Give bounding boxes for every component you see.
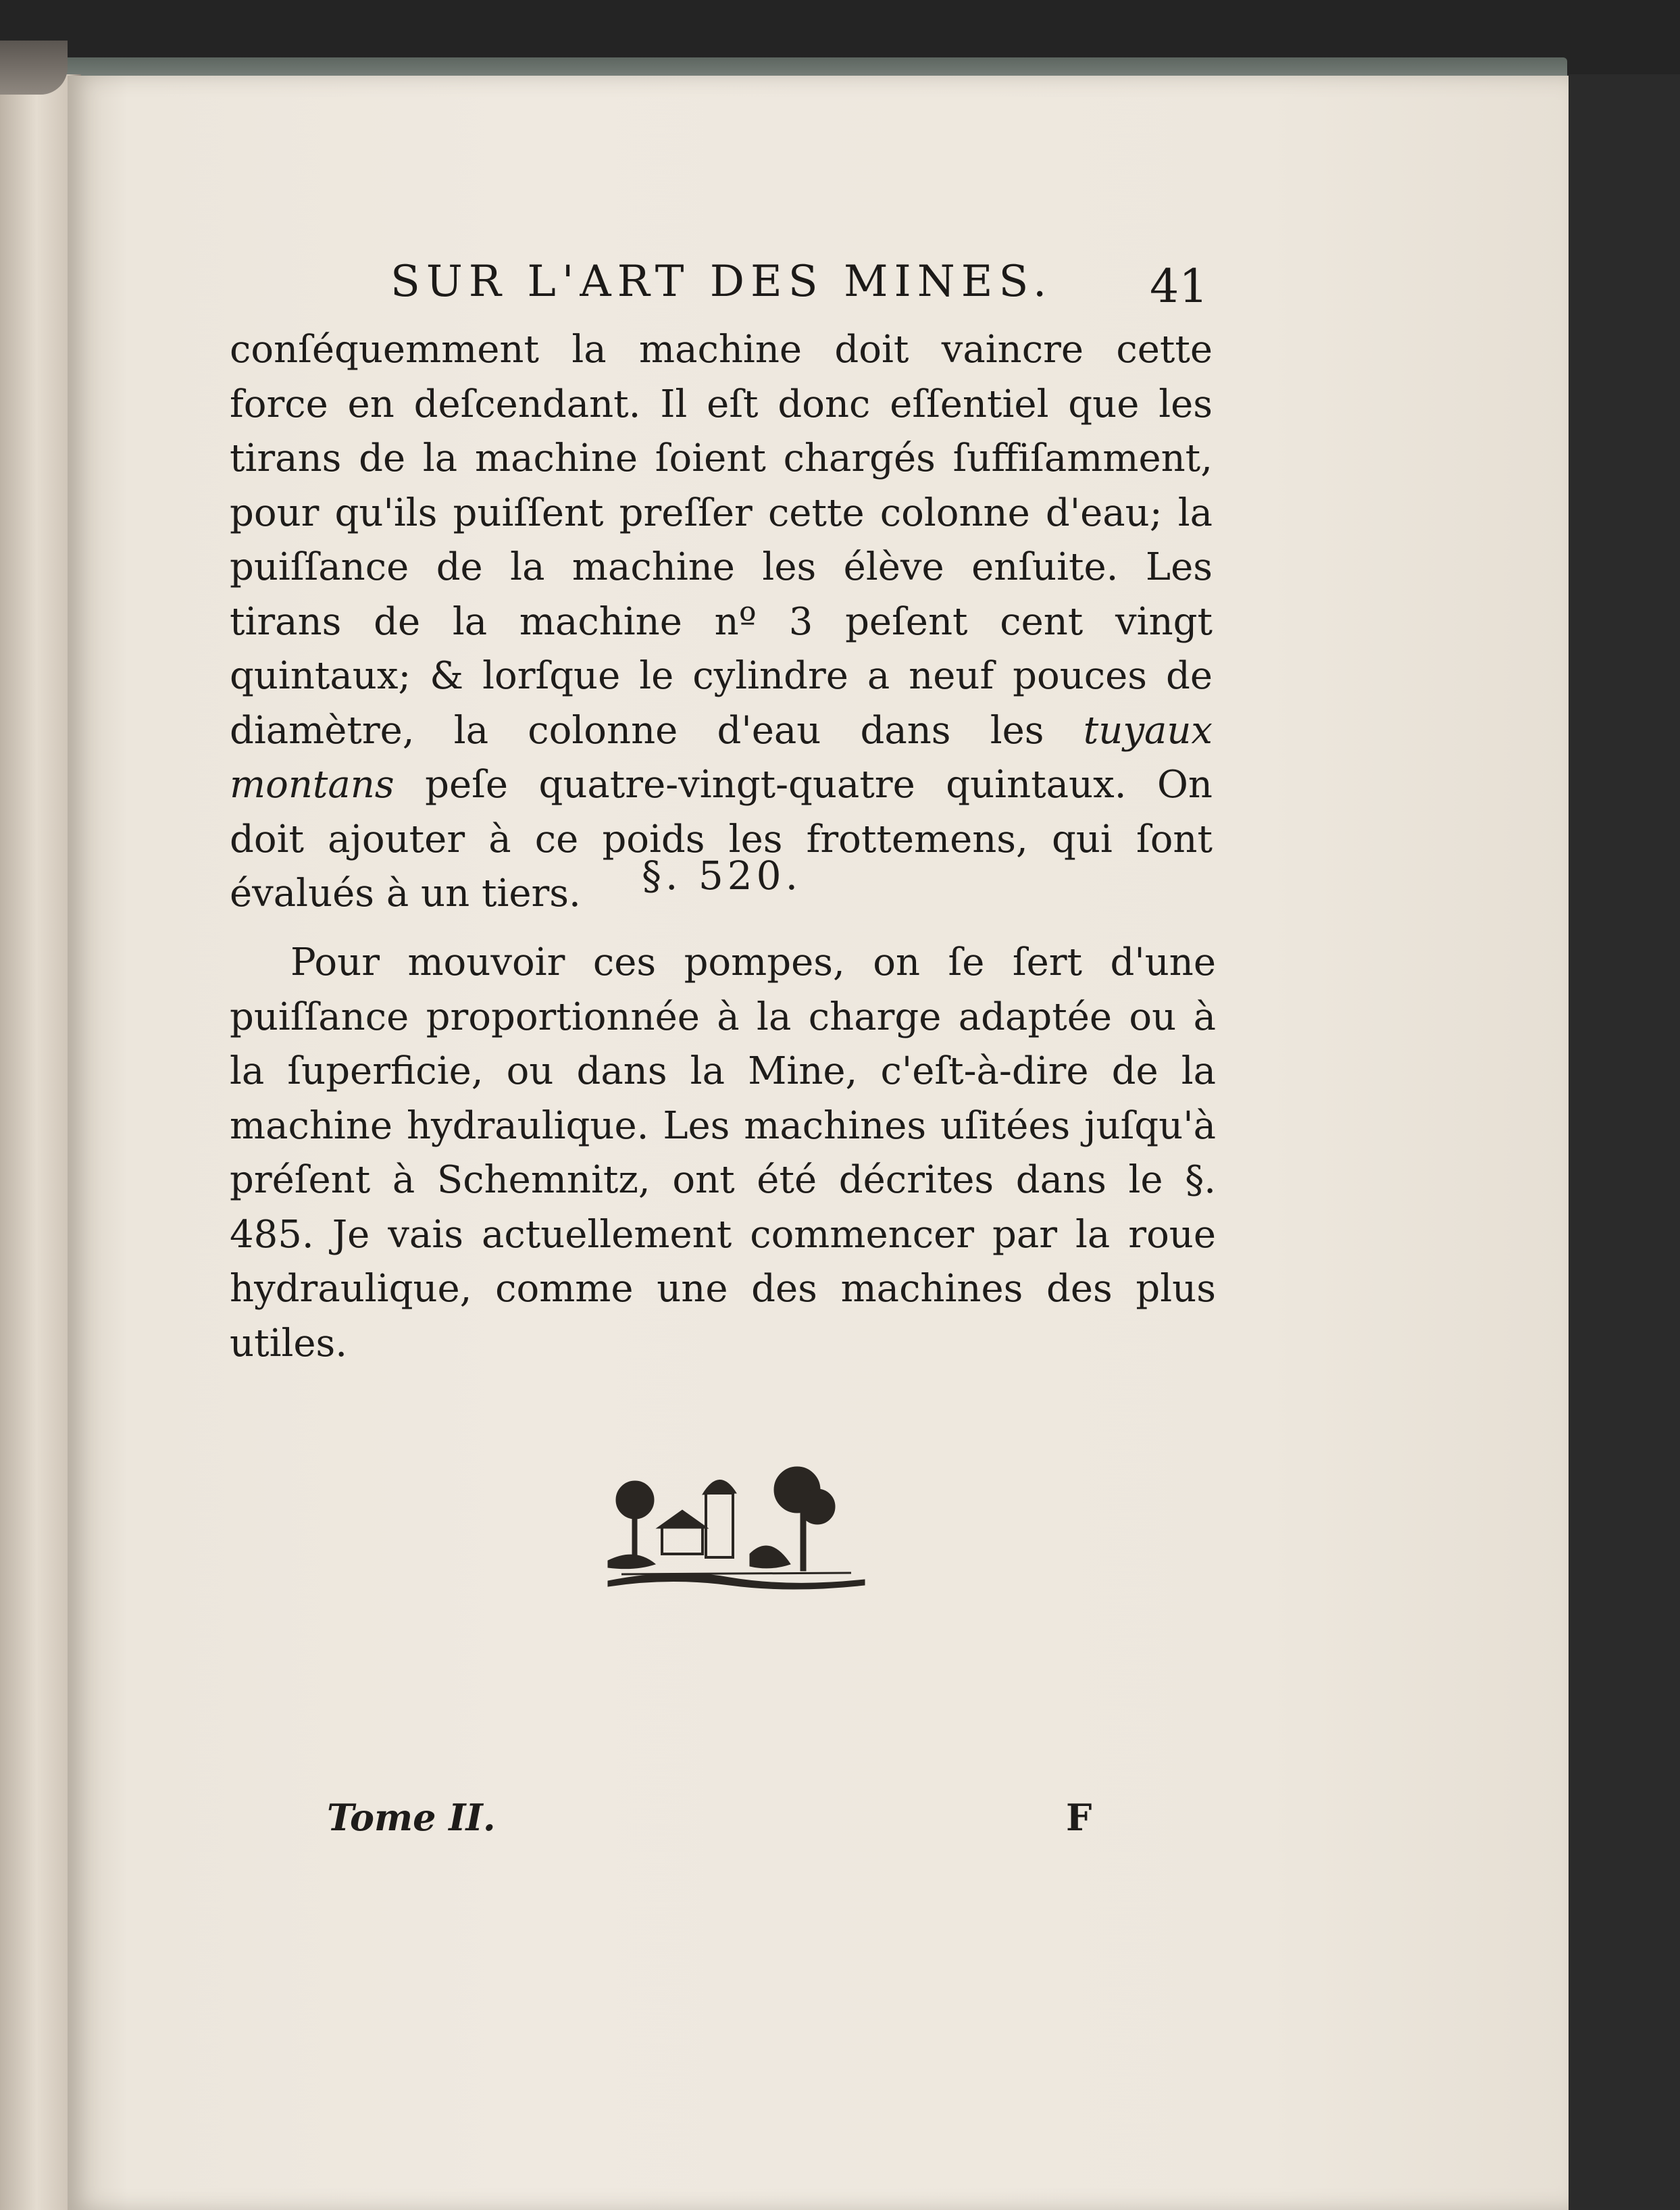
paragraph-1-start: conſéquemment la machine doit vaincre cette force en deſcendant. Il eſt donc eſſentiel que les tirans de la machine ſoient chargés ſuffiſamment, pour qu'ils puiſſent preſſer cette colonne d'eau; la puiſſance de la machine les élève enſuite. Les tirans de la machine nº 3 peſent cent vingt quintaux; & lorſque le cylindre a neuf pouces de diamètre, la colonne d'eau dans les	[230, 328, 1213, 753]
paragraph-1-text	[230, 323, 1213, 922]
signature-volume: Tome II.	[327, 1796, 496, 1839]
book-spine-corner	[0, 41, 68, 95]
paragraph-1	[230, 323, 1213, 922]
page-number: 41	[1150, 260, 1208, 313]
paragraph-2-text: Pour mouvoir ces pompes, on ſe ſert d'une puiſſance proportionnée à la charge adaptée ou à la ſuperficie, ou dans la Mine, c'eſt-à-dire de la machine hydraulique. Les machines uſitées juſqu'à préſent à Schemnitz, ont été décrites dans le §. 485. Je vais actuellement commencer par la roue hydraulique, comme une des machines des plus utiles.	[230, 940, 1216, 1365]
signature-mark: F	[1066, 1796, 1092, 1839]
vignette-engraving	[594, 1453, 878, 1601]
paragraph-2	[230, 936, 1216, 1371]
running-head: SUR L'ART DES MINES.	[390, 257, 1053, 307]
italic-term: tuyaux montans	[230, 708, 1213, 807]
section-heading: §. 520.	[642, 853, 803, 899]
paragraph-1-end: peſe quatre-vingt-quatre quintaux. On doit ajouter à ce poids les frottemens, qui ſont évalués à un tiers.	[230, 763, 1213, 915]
